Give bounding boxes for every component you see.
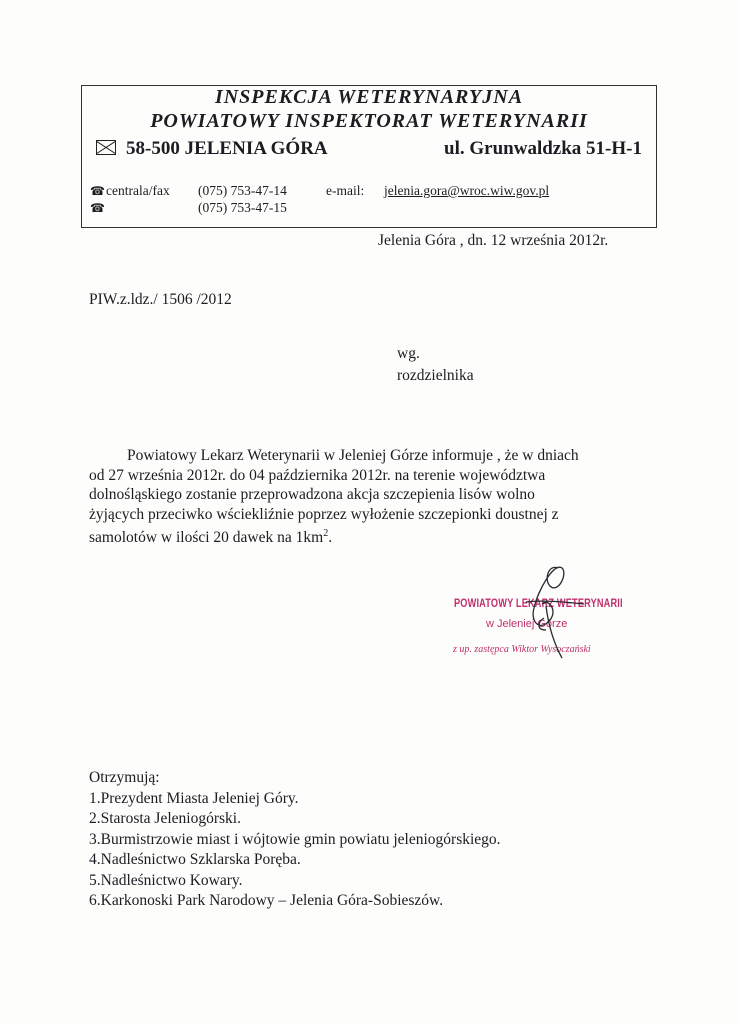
official-stamp xyxy=(448,560,638,670)
email-label: e-mail: xyxy=(326,183,365,198)
stamp-line-1: POWIATOWY LEKARZ WETERYNARII xyxy=(454,598,623,610)
addressee-line-1: wg. xyxy=(397,345,420,362)
list-item: 1.Prezydent Miasta Jeleniej Góry. xyxy=(89,789,299,807)
street-address: ul. Grunwaldzka 51-H-1 xyxy=(444,138,642,159)
list-item: 4.Nadleśnictwo Szklarska Poręba. xyxy=(89,851,301,868)
body-line-5-end: . xyxy=(328,529,333,547)
place-date: Jelenia Góra , dn. 12 września 2012r. xyxy=(378,232,609,249)
addressee xyxy=(397,343,474,387)
email-link[interactable]: jelenia.gora@wroc.wiw.gov.pl xyxy=(384,183,550,198)
body-line-2: od 27 września 2012r. do 04 października 2012r. na terenie województwa xyxy=(89,466,546,484)
postal-city: 58-500 JELENIA GÓRA xyxy=(126,138,328,159)
body-line-4: żyjących przeciwko wściekliźnie poprzez wyłożenie szczepionki doustnej z xyxy=(89,505,559,523)
envelope-icon xyxy=(96,140,116,155)
list-item: 3.Burmistrzowie miast i wójtowie gmin powiatu jeleniogórskiego. xyxy=(89,830,501,848)
recipients-list xyxy=(89,768,501,912)
letter-body xyxy=(89,446,649,548)
phone-number-1: (075) 753-47-14 xyxy=(198,183,287,198)
letterhead-subtitle: POWIATOWY INSPEKTORAT WETERYNARII xyxy=(150,110,588,132)
body-line-3: dolnośląskiego zostanie przeprowadzona akcja szczepienia lisów wolno xyxy=(89,486,535,503)
contact-row-2 xyxy=(90,200,646,216)
phone-icon: ☎ xyxy=(90,184,105,198)
stamp-line-3: z up. zastępca Wiktor Wysoczański xyxy=(453,644,591,655)
reference-number: PIW.z.ldz./ 1506 /2012 xyxy=(89,291,232,308)
body-line-5: samolotów w ilości 20 dawek na 1km xyxy=(89,529,324,547)
list-item: 5.Nadleśnictwo Kowary. xyxy=(89,871,243,889)
addressee-line-2: rozdzielnika xyxy=(397,367,474,384)
phone-label: centrala/fax xyxy=(106,183,170,198)
phone-number-2: (075) 753-47-15 xyxy=(198,200,287,215)
list-item: 2.Starosta Jeleniogórski. xyxy=(89,810,241,827)
recipients-title: Otrzymują: xyxy=(89,769,160,786)
list-item: 6.Karkonoski Park Narodowy – Jelenia Góra-Sobieszów. xyxy=(89,892,444,909)
letterhead xyxy=(81,85,657,228)
superscript: 2 xyxy=(323,528,329,539)
address-row xyxy=(96,138,642,160)
phone-icon: ☎ xyxy=(90,201,105,215)
body-line-1: Powiatowy Lekarz Weterynarii w Jeleniej Górze informuje , że w dniach xyxy=(127,447,579,464)
contact-row-1 xyxy=(90,183,646,199)
signature-icon xyxy=(488,560,598,670)
stamp-line-2: w Jeleniej Górze xyxy=(486,618,568,630)
letterhead-title: INSPEKCJA WETERYNARYJNA xyxy=(214,86,524,108)
